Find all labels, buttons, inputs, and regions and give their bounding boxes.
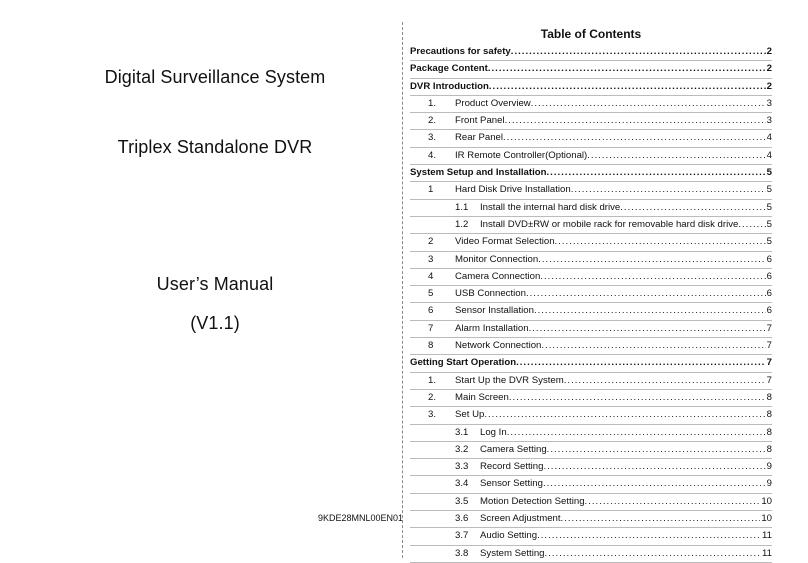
toc-row-number: 6: [428, 305, 434, 317]
toc-row-page: 7: [766, 340, 772, 352]
toc-row-page: 6: [766, 253, 772, 265]
toc-row-page: 7: [766, 374, 772, 386]
toc-leader-dots: [505, 113, 766, 128]
toc-row[interactable]: [410, 338, 772, 355]
cover-version: (V1.1): [190, 313, 240, 333]
toc-row[interactable]: [410, 459, 772, 476]
toc-row[interactable]: [410, 165, 772, 182]
page-divider: [402, 22, 403, 558]
toc-leader-dots: [507, 425, 766, 440]
toc-row-label: Install the internal hard disk drive: [480, 201, 621, 213]
toc-row-page: 10: [761, 495, 772, 507]
toc-leader-dots: [547, 442, 766, 457]
toc-row-label: Sensor Installation: [455, 305, 534, 317]
toc-row[interactable]: [410, 546, 772, 563]
toc-title: Table of Contents: [540, 27, 642, 41]
toc-row-page: 6: [766, 270, 772, 282]
toc-leader-dots: [564, 373, 766, 388]
toc-leader-dots: [545, 546, 762, 561]
toc-row-page: 11: [762, 530, 772, 542]
toc-row-page: 5: [766, 218, 772, 230]
toc-row-label: Front Panel: [455, 115, 505, 127]
cover-page: [0, 0, 404, 558]
toc-row-number: 3.4: [455, 478, 469, 490]
toc-row-page: 4: [766, 149, 772, 161]
toc-row-label: DVR Introduction: [410, 80, 489, 92]
toc-row-number: 3.3: [455, 461, 469, 473]
toc-row-page: 5: [766, 184, 772, 196]
toc-row-label: Rear Panel: [455, 132, 503, 144]
toc-row[interactable]: [410, 407, 772, 424]
toc-row-page: 7: [766, 322, 772, 334]
toc-row-page: 9: [766, 478, 772, 490]
toc-row[interactable]: [410, 113, 772, 130]
toc-row-number: 1.: [428, 374, 437, 386]
toc-leader-dots: [489, 79, 766, 94]
toc-row-page: 3: [766, 97, 772, 109]
cover-manual-label: User’s Manual: [156, 274, 274, 294]
toc-leader-dots: [555, 234, 766, 249]
toc-row-number: 3.: [428, 409, 437, 421]
toc-row-label: Camera Connection: [455, 270, 541, 282]
toc-row[interactable]: [410, 494, 772, 511]
toc-row[interactable]: [410, 96, 772, 113]
toc-leader-dots: [537, 528, 761, 543]
toc-row-label: IR Remote Controller(Optional): [455, 149, 588, 161]
toc-leader-dots: [503, 130, 766, 145]
toc-row-number: 5: [428, 288, 434, 300]
toc-row[interactable]: [410, 200, 772, 217]
toc-row-label: Motion Detection Setting: [480, 495, 585, 507]
toc-row[interactable]: [410, 44, 772, 61]
table-of-contents: [410, 26, 772, 563]
toc-row-number: 3.: [428, 132, 437, 144]
toc-row-page: 5: [766, 201, 772, 213]
toc-row-number: 2.: [428, 391, 437, 403]
toc-row-label: Package Content: [410, 63, 488, 75]
toc-row-page: 3: [766, 115, 772, 127]
toc-row-label: Sensor Setting: [480, 478, 543, 490]
toc-row-label: USB Connection: [455, 288, 526, 300]
toc-leader-dots: [540, 269, 765, 284]
document-code: 9KDE28MNL00EN01: [318, 513, 404, 523]
toc-row-number: 1.: [428, 97, 437, 109]
toc-row-label: System Setup and Installation: [410, 167, 547, 179]
toc-row-number: 1.2: [455, 218, 469, 230]
toc-row-label: Log In: [480, 426, 507, 438]
toc-row[interactable]: [410, 373, 772, 390]
toc-row[interactable]: [410, 269, 772, 286]
toc-row-page: 10: [761, 513, 772, 525]
toc-row-label: Start Up the DVR System: [455, 374, 564, 386]
toc-row[interactable]: [410, 286, 772, 303]
toc-row[interactable]: [410, 511, 772, 528]
toc-row-label: Hard Disk Drive Installation: [455, 184, 571, 196]
toc-row-page: 8: [766, 409, 772, 421]
toc-row-number: 4.: [428, 149, 437, 161]
toc-row-page: 11: [762, 547, 772, 559]
toc-list: [410, 44, 772, 563]
toc-row[interactable]: [410, 79, 772, 96]
toc-row-label: Network Connection: [455, 340, 542, 352]
toc-row-page: 6: [766, 305, 772, 317]
toc-row-page: 9: [766, 461, 772, 473]
toc-row-label: Set Up: [455, 409, 485, 421]
toc-row-label: Getting Start Operation: [410, 357, 517, 369]
toc-leader-dots: [571, 182, 766, 197]
toc-row-number: 3: [428, 253, 434, 265]
toc-row[interactable]: [410, 130, 772, 147]
toc-row[interactable]: [410, 61, 772, 78]
toc-row-page: 2: [766, 80, 772, 92]
toc-leader-dots: [529, 321, 766, 336]
toc-row-number: 3.5: [455, 495, 469, 507]
toc-row-number: 3.1: [455, 426, 469, 438]
toc-leader-dots: [511, 44, 766, 59]
toc-row-label: Camera Setting: [480, 443, 547, 455]
toc-leader-dots: [538, 252, 765, 267]
toc-row[interactable]: [410, 528, 772, 545]
toc-row-page: 5: [766, 167, 772, 179]
toc-row-page: 8: [766, 426, 772, 438]
toc-row-label: Video Format Selection: [455, 236, 555, 248]
toc-row[interactable]: [410, 182, 772, 199]
toc-row-number: 2: [428, 236, 434, 248]
toc-leader-dots: [738, 217, 765, 232]
toc-leader-dots: [587, 148, 765, 163]
toc-row-label: Alarm Installation: [455, 322, 529, 334]
cover-title: Digital Surveillance System: [104, 67, 326, 87]
toc-leader-dots: [488, 61, 766, 76]
toc-leader-dots: [546, 165, 765, 180]
toc-row-number: 3.2: [455, 443, 469, 455]
toc-leader-dots: [620, 200, 765, 215]
toc-row[interactable]: [410, 355, 772, 372]
toc-row-label: Precautions for safety: [410, 46, 511, 57]
toc-row-number: 2.: [428, 115, 437, 127]
toc-row-page: 8: [766, 443, 772, 455]
toc-row-number: 1.1: [455, 201, 469, 213]
toc-leader-dots: [509, 390, 766, 405]
toc-row-label: Product Overview: [455, 97, 531, 109]
toc-row-label: Install DVD±RW or mobile rack for removable hard disk drive: [480, 218, 739, 230]
toc-row[interactable]: [410, 234, 772, 251]
toc-row-page: 2: [766, 63, 772, 75]
toc-row[interactable]: [410, 321, 772, 338]
toc-row-label: Main Screen: [455, 391, 509, 403]
toc-row-number: 4: [428, 270, 434, 282]
toc-row-page: 8: [766, 391, 772, 403]
toc-leader-dots: [531, 96, 766, 111]
toc-leader-dots: [543, 459, 765, 474]
toc-row[interactable]: [410, 442, 772, 459]
toc-row-page: 6: [766, 288, 772, 300]
toc-leader-dots: [526, 286, 766, 301]
toc-leader-dots: [561, 511, 761, 526]
toc-leader-dots: [541, 338, 765, 353]
toc-row-label: Screen Adjustment: [480, 513, 561, 525]
toc-row-label: Audio Setting: [480, 530, 538, 542]
toc-leader-dots: [585, 494, 761, 509]
toc-row-page: 2: [766, 46, 772, 57]
toc-row-number: 3.8: [455, 547, 469, 559]
toc-row[interactable]: [410, 390, 772, 407]
toc-row[interactable]: [410, 252, 772, 269]
toc-row-number: 7: [428, 322, 434, 334]
toc-leader-dots: [516, 355, 766, 370]
toc-leader-dots: [543, 476, 766, 491]
toc-row[interactable]: [410, 148, 772, 165]
toc-row-page: 4: [766, 132, 772, 144]
toc-row-number: 1: [428, 184, 434, 196]
toc-row-page: 7: [766, 357, 772, 369]
toc-leader-dots: [484, 407, 765, 422]
cover-subtitle: Triplex Standalone DVR: [117, 137, 313, 157]
toc-row-label: Record Setting: [480, 461, 544, 473]
toc-row-number: 3.7: [455, 530, 469, 542]
toc-row-label: Monitor Connection: [455, 253, 539, 265]
toc-row[interactable]: [410, 476, 772, 493]
toc-row-number: 8: [428, 340, 434, 352]
toc-leader-dots: [534, 303, 766, 318]
toc-row[interactable]: [410, 217, 772, 234]
toc-row-page: 5: [766, 236, 772, 248]
toc-row[interactable]: [410, 425, 772, 442]
toc-row-label: System Setting: [480, 547, 545, 559]
toc-row-number: 3.6: [455, 513, 469, 525]
toc-row[interactable]: [410, 303, 772, 320]
